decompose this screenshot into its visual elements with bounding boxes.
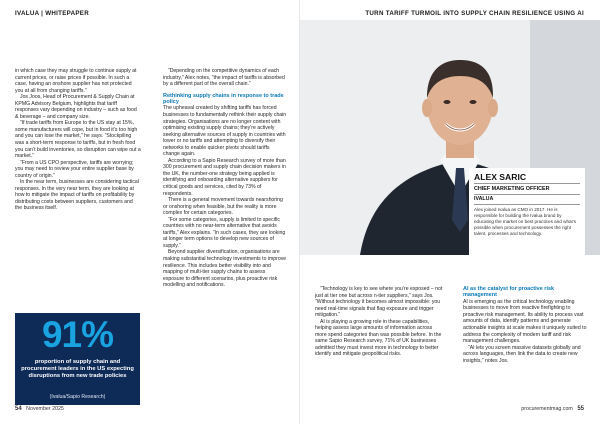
section-heading: Rethinking supply chains in response to trade policy [163,92,284,106]
paragraph: Beyond supplier diversification, organisations are making substantial technology investments to improve resilience. This includes better visibility into and mapping of multi-tier supply chains to assess exposure to different scenarios, plus proactive risk modelling and notifications. [163,249,287,289]
paragraph: “Depending on the competitive dynamics of each industry,” Alex notes, “the impact of tariffs is absorbed by a different part of the overall chain.” [163,68,285,88]
running-header-left: IVALUA | WHITEPAPER [15,10,90,17]
profile-bio: Alex joined Ivalua as CMO in 2017. He is responsible for building the Ivalua brand by educating the market on best practices and what’s possible when procurement possesses the right talent, processes and technology. [474,206,577,236]
paragraph: in which case they may struggle to continue supply at current prices, or raise prices if possible. In such a case, having an onshore supplier has not protected you at all from changing tariffs.” [15,68,137,94]
paragraph: “Technology is key to see where you’re exposed – not just at tier one but across n-tier suppliers,” says Jos. “Without technology it becomes almost impossible: you need real-time signals that flag exposure and trigger mitigation.” [315,286,443,319]
page-number: 54 [15,406,22,412]
divider [474,194,580,195]
profile-card [469,168,585,255]
footer-right [521,406,584,412]
divider [474,183,580,184]
column-3 [315,286,445,358]
paragraph: The upheaval created by shifting tariffs has forced businesses to fundamentally rethink their supply chain strategies. Organisations are no longer content with optimising existing supply chains; they’re actively seeking alternative sources of supply in countries with lower or no tariffs and attempting to diversify their networks to enable quicker pivots should tariffs change again. [163,105,287,158]
profile-title: CHIEF MARKETING OFFICER [474,185,550,192]
issue-date: November 2025 [26,406,64,412]
paragraph: There is a general movement towards nearshoring or onshoring when feasible, but the reality is more complex for certain categories. [163,197,283,217]
column-2 [163,68,287,289]
paragraph: According to a Sapio Research survey of more than 300 procurement and supply chain decision makers in the UK, the number-one strategy being applied is identifying and onboarding alternative suppliers for critical goods and services, cited by 73% of respondents. [163,157,286,197]
paragraph: Jos Joos, Head of Procurement & Supply Chain at KPMG Advisory Belgium, highlights that tariff responses vary depending on industry – such as food & beverage – and company size. [15,94,137,120]
divider [474,204,580,205]
stat-text: proportion of supply chain and procurement leaders in the US expecting disruptions from new trade policies [21,359,134,379]
stat-number: 91% [41,314,114,355]
paragraph: “For some categories, supply is limited to specific countries with no near-term alternative that avoids tariffs,” Alex explains. “In such cases, they are looking at longer term options to develop new sources of supply.” [163,216,286,249]
profile-name: ALEX SARIC [474,172,527,182]
paragraph: AI is playing a growing role in these capabilities, helping assess large amounts of information across more spend categories than was possible before. In the same Sapio Research survey, 71% of UK businesses admitted they must invest more in technology to better identify and mitigate geopolitical risks. [315,318,442,358]
footer-left [15,406,64,412]
paragraph: In the near term, businesses are considering tactical responses. In the very near term, they are looking at how to mitigate the impact of tariffs on profitability by distributing costs between suppliers, customers and the business itself. [15,179,139,212]
paragraph: “AI lets you screen massive datasets globally and across languages, then link the data to create new insights,” notes Jos. [463,344,581,364]
column-4 [463,286,587,364]
paragraph: AI is emerging as the critical technology enabling businesses to move from reactive firefighting to proactive risk management. Its ability to process vast amounts of data, identify patterns and generate actionable insights at scale makes it uniquely suited to address the complexity of modern tariff and risk management challenges. [463,298,587,345]
paragraph: “If trade tariffs from Europe to the US stay at 15%, some manufacturers will cope, but in food it’s too high and you can lose the market,” he says. “Stockpiling was a short-term response to tariffs, but in fresh food you can’t build inventories, so disruption can wipe out a market.” [15,120,141,160]
section-heading: AI as the catalyst for proactive risk management [463,286,555,299]
site-url: procurementmag.com [521,406,573,412]
running-header-right: TURN TARIFF TURMOIL INTO SUPPLY CHAIN RESILIENCE USING AI [365,10,584,17]
stat-source: (Ivalua/Sapio Research) [49,394,106,400]
page-number: 55 [577,406,584,412]
profile-company: IVALUA [474,196,494,203]
column-1 [15,68,141,212]
stat-callout [15,313,140,405]
paragraph: “From a US CPO perspective, tariffs are worrying; you may need to review your entire supplier base by country of origin.” [15,159,134,179]
